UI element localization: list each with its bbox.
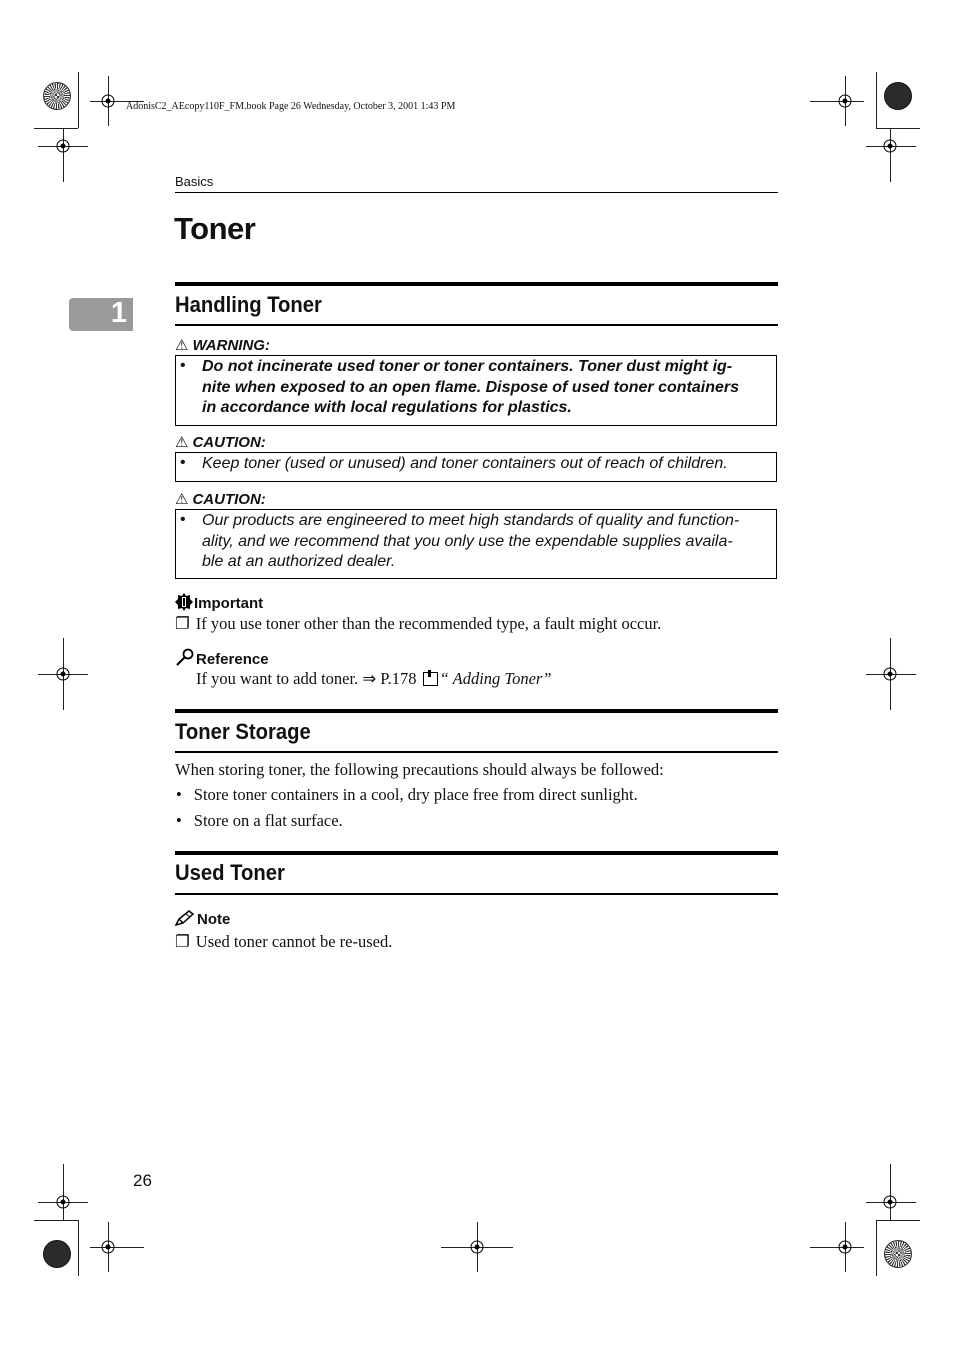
note-label: Note xyxy=(175,910,230,928)
warning-triangle-icon: ⚠ xyxy=(175,337,189,354)
warning-text: Do not incinerate used toner or toner containers. Toner dust might ig- nite when exposed to an open flame. Dispose of used toner containers in accordance with local regulations for plastics. xyxy=(202,358,739,416)
list-item: • Store on a flat surface. xyxy=(176,811,343,830)
header-rule xyxy=(175,192,778,193)
page-title: Toner xyxy=(174,211,256,246)
section-rule xyxy=(175,851,778,855)
bullet-icon: • xyxy=(176,785,182,804)
section-heading-handling: Handling Toner xyxy=(175,292,322,317)
section-rule xyxy=(175,709,778,713)
important-icon xyxy=(175,593,193,611)
registration-mark-icon xyxy=(836,1238,854,1256)
caution-label: ⚠ CAUTION: xyxy=(175,491,266,508)
section-rule xyxy=(175,324,778,326)
registration-mark-icon xyxy=(54,137,72,155)
reference-link[interactable]: “ Adding Toner” xyxy=(421,669,552,688)
section-heading-used: Used Toner xyxy=(175,860,285,885)
bullet-icon: • xyxy=(176,811,182,830)
registration-mark-icon xyxy=(468,1238,486,1256)
reference-text: If you want to add toner. ⇒ P.178 “ Adding Toner” xyxy=(196,669,552,688)
add-toner-icon xyxy=(423,672,438,686)
caution-box xyxy=(175,452,777,482)
checkbox-icon: ❐ xyxy=(175,932,190,951)
registration-mark-icon xyxy=(881,1193,899,1211)
section-heading-storage: Toner Storage xyxy=(175,719,311,744)
color-rosette-icon xyxy=(884,82,912,110)
caution-box xyxy=(175,509,777,579)
important-label: Important xyxy=(175,593,263,612)
warning-label: ⚠ WARNING: xyxy=(175,337,270,354)
storage-intro: When storing toner, the following precautions should always be followed: xyxy=(175,760,664,779)
section-rule xyxy=(175,893,778,895)
caution-triangle-icon: ⚠ xyxy=(175,491,189,508)
magnifier-icon xyxy=(175,648,195,666)
caution-text: Our products are engineered to meet high standards of quality and function- ality, and we recommend that you only use the expendable supplies availa- ble at an authorized dealer. xyxy=(202,512,740,570)
registration-mark-icon xyxy=(881,665,899,683)
bullet-icon: • xyxy=(180,357,186,374)
caution-label: ⚠ CAUTION: xyxy=(175,434,266,451)
page-number: 26 xyxy=(133,1171,152,1190)
caution-triangle-icon: ⚠ xyxy=(175,434,189,451)
chapter-number: 1 xyxy=(110,297,127,329)
section-rule xyxy=(175,751,778,753)
color-rosette-icon xyxy=(43,82,71,110)
registration-mark-icon xyxy=(881,137,899,155)
caution-text: Keep toner (used or unused) and toner containers out of reach of children. xyxy=(202,455,728,472)
list-item: • Store toner containers in a cool, dry place free from direct sunlight. xyxy=(176,785,638,804)
registration-mark-icon xyxy=(99,92,117,110)
warning-box xyxy=(175,355,777,426)
running-title: Basics xyxy=(175,174,214,189)
pencil-icon xyxy=(175,910,195,926)
chapter-tab xyxy=(69,298,133,331)
important-item: ❐ If you use toner other than the recommended type, a fault might occur. xyxy=(175,614,662,633)
registration-mark-icon xyxy=(54,1193,72,1211)
color-rosette-icon xyxy=(43,1240,71,1268)
bullet-icon: • xyxy=(180,454,186,471)
note-item: ❐ Used toner cannot be re-used. xyxy=(175,932,393,951)
reference-label: Reference xyxy=(175,648,269,668)
checkbox-icon: ❐ xyxy=(175,614,190,633)
color-rosette-icon xyxy=(884,1240,912,1268)
registration-mark-icon xyxy=(54,665,72,683)
section-rule xyxy=(175,282,778,286)
registration-mark-icon xyxy=(836,92,854,110)
bullet-icon: • xyxy=(180,511,186,528)
book-info: AdonisC2_AEcopy110F_FM.book Page 26 Wednesday, October 3, 2001 1:43 PM xyxy=(126,101,456,112)
registration-mark-icon xyxy=(99,1238,117,1256)
